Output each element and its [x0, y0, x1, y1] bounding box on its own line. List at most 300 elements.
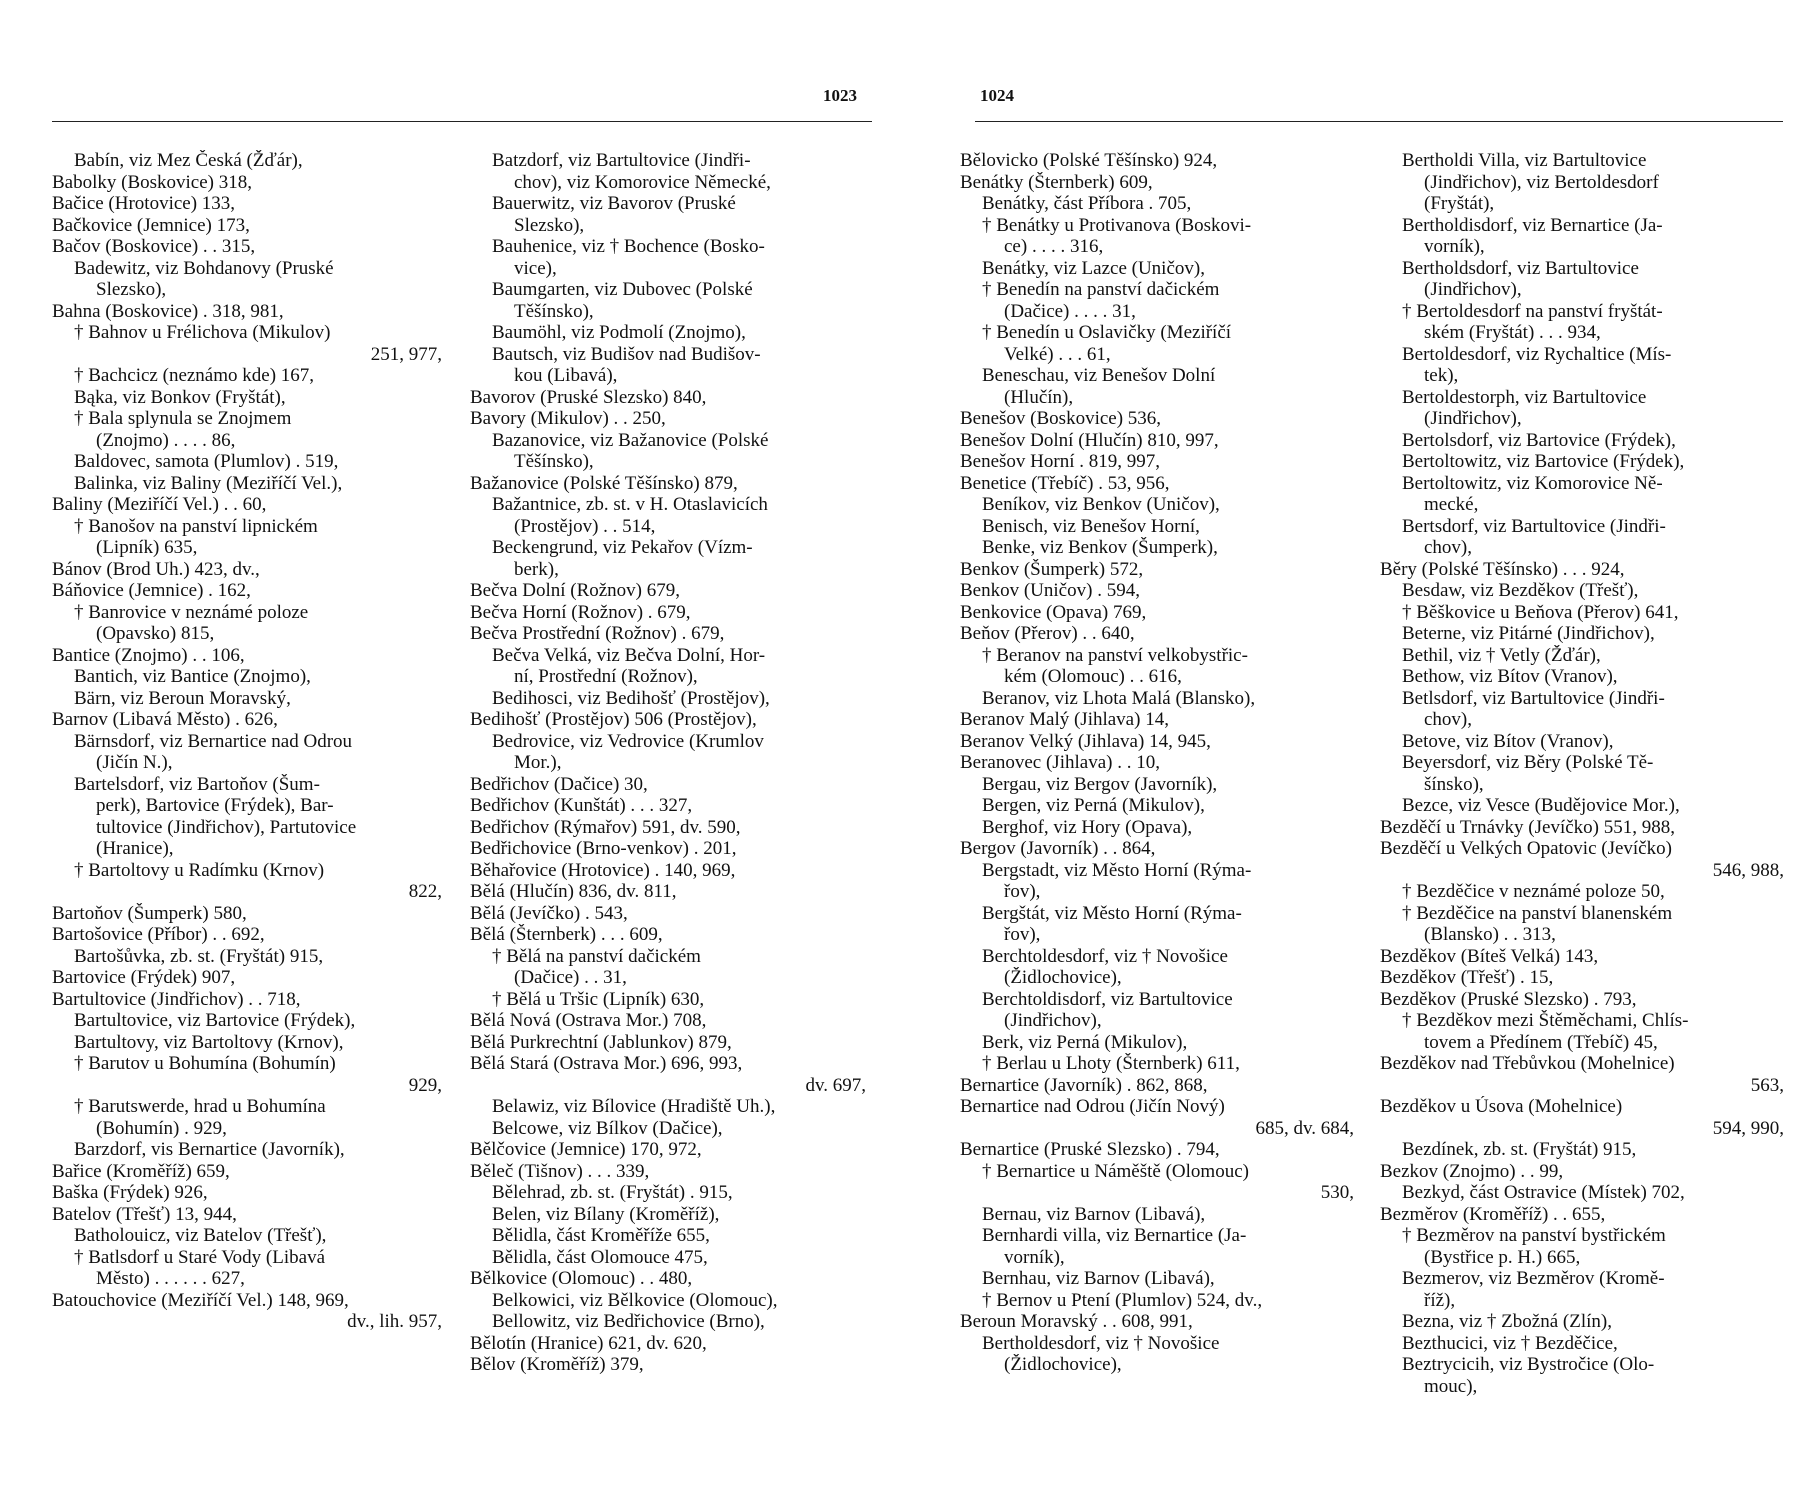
index-entry	[470, 838, 866, 860]
index-entry	[470, 1118, 866, 1140]
index-entry	[960, 1139, 1354, 1161]
index-entry-line: † Bezděčice na panství blanenském	[1402, 902, 1673, 924]
index-entry-line: Bělá Nová (Ostrava Mor.) 708,	[470, 1010, 707, 1031]
index-entry	[960, 215, 1354, 258]
index-entry-line: Balinka, viz Baliny (Meziříčí Vel.),	[74, 472, 343, 494]
index-entry-line: Bergstadt, viz Město Horní (Rýma-	[982, 859, 1252, 881]
index-entry	[52, 408, 442, 451]
index-entry	[960, 688, 1354, 710]
header-rule-left	[52, 121, 872, 122]
index-entry-line: Bečva Dolní (Rožnov) 679,	[470, 580, 681, 601]
page-number-left: 1023	[823, 86, 857, 105]
index-entry-line: Barzdorf, vis Bernartice (Javorník),	[74, 1139, 345, 1160]
index-entry-line: Benkov (Šumperk) 572,	[960, 558, 1144, 580]
index-entry-line: Bergau, viz Bergov (Javorník),	[982, 773, 1218, 795]
index-entry	[470, 1268, 866, 1290]
index-entry-line: (Fryštát),	[1424, 193, 1495, 214]
index-entry-line: Beníkov, viz Benkov (Uničov),	[982, 494, 1220, 515]
index-entry	[470, 473, 866, 495]
index-entry-line: Bernhardi villa, viz Bernartice (Ja-	[982, 1225, 1247, 1246]
index-entry	[960, 1161, 1354, 1204]
index-entry	[52, 1139, 442, 1161]
index-entry	[52, 903, 442, 925]
index-entry	[1380, 881, 1784, 903]
index-entry-line: (Lipník) 635,	[96, 537, 198, 558]
index-entry-line: 563,	[1750, 1074, 1784, 1096]
index-entry-line: Báňovice (Jemnice) . 162,	[52, 580, 251, 601]
left-page-column-1	[52, 150, 442, 1333]
index-entry-line: † Bělá na panství dačickém	[492, 945, 701, 967]
index-entry	[470, 580, 866, 602]
index-entry-line: Bělá (Jevíčko) . 543,	[470, 902, 628, 924]
index-entry	[52, 172, 442, 194]
index-entry-line: Beckengrund, viz Pekařov (Vízm-	[492, 537, 753, 558]
index-entry-line: Mor.),	[514, 752, 562, 773]
index-entry-line: Bąka, viz Bonkov (Fryštát),	[74, 386, 286, 408]
index-entry	[52, 1290, 442, 1333]
index-entry	[470, 1161, 866, 1183]
index-entry	[960, 473, 1354, 495]
index-entry	[52, 494, 442, 516]
index-entry-line: Bertholdesdorf, viz † Novošice	[982, 1332, 1220, 1354]
index-entry-line: Badewitz, viz Bohdanovy (Pruské	[74, 257, 334, 279]
index-entry	[52, 774, 442, 860]
index-entry-line: Bartelsdorf, viz Bartoňov (Šum-	[74, 773, 320, 795]
index-entry	[52, 516, 442, 559]
index-entry-line: † Bezděčice v neznámé poloze 50,	[1402, 881, 1665, 902]
index-entry-line: Benke, viz Benkov (Šumperk),	[982, 537, 1218, 558]
index-entry	[1380, 301, 1784, 344]
index-entry	[470, 1032, 866, 1054]
index-entry-line: mouc),	[1424, 1375, 1478, 1397]
index-entry	[470, 150, 866, 193]
index-entry-line: † Batlsdorf u Staré Vody (Libavá	[74, 1246, 326, 1268]
index-entry	[52, 236, 442, 258]
index-entry	[1380, 1053, 1784, 1096]
index-entry	[1380, 451, 1784, 473]
index-entry	[1380, 215, 1784, 258]
index-entry	[960, 1333, 1354, 1376]
index-entry-line: Bánov (Brod Uh.) 423, dv.,	[52, 558, 260, 580]
index-entry	[52, 709, 442, 731]
index-entry-line: Belawiz, viz Bílovice (Hradiště Uh.),	[492, 1096, 776, 1117]
index-entry	[470, 903, 866, 925]
index-entry	[470, 430, 866, 473]
index-entry-line: Bedihosci, viz Bedihošť (Prostějov),	[492, 687, 770, 709]
index-entry	[470, 494, 866, 537]
index-entry	[52, 1247, 442, 1290]
index-entry	[470, 774, 866, 796]
index-entry	[52, 387, 442, 409]
index-entry	[960, 860, 1354, 903]
index-entry	[52, 559, 442, 581]
index-entry	[470, 795, 866, 817]
index-entry-line: Bečva Horní (Rožnov) . 679,	[470, 601, 691, 623]
index-entry-line: Bedřichov (Kunštát) . . . 327,	[470, 795, 693, 816]
index-entry	[470, 1290, 866, 1312]
index-entry-line: Baliny (Meziříčí Vel.) . . 60,	[52, 494, 267, 515]
header-rule-right	[975, 121, 1783, 122]
index-entry	[960, 430, 1354, 452]
index-entry	[1380, 666, 1784, 688]
index-entry-line: Babín, viz Mez Česká (Žďár),	[74, 150, 303, 171]
index-entry-line: šínsko),	[1424, 773, 1484, 795]
index-entry-line: Benátky, viz Lazce (Uničov),	[982, 257, 1205, 279]
index-entry	[960, 946, 1354, 989]
index-entry	[470, 1182, 866, 1204]
index-entry-line: † Benátky u Protivanova (Boskovi-	[982, 214, 1252, 236]
index-entry	[960, 989, 1354, 1032]
index-entry	[470, 881, 866, 903]
index-entry-line: dv., lih. 957,	[347, 1311, 442, 1332]
index-entry-line: chov), viz Komorovice Německé,	[514, 171, 771, 193]
index-entry-line: Bezděkov (Bíteš Velká) 143,	[1380, 945, 1599, 967]
index-entry-line: Baška (Frýdek) 926,	[52, 1182, 208, 1203]
index-entry	[470, 344, 866, 387]
index-entry-line: Bělá Stará (Ostrava Mor.) 696, 993,	[470, 1053, 743, 1074]
index-entry-line: ce) . . . . 316,	[1004, 236, 1104, 257]
index-entry	[960, 645, 1354, 688]
index-entry	[470, 236, 866, 279]
index-entry-line: † Bělá u Tršic (Lipník) 630,	[492, 988, 705, 1010]
index-entry-line: Bezděkov (Třešť) . 15,	[1380, 967, 1554, 988]
index-entry-line: Belen, viz Bílany (Kroměříž),	[492, 1203, 720, 1225]
index-entry	[470, 645, 866, 688]
index-entry	[470, 924, 866, 946]
index-entry-line: vice),	[514, 257, 557, 279]
index-entry-line: Bernau, viz Barnov (Libavá),	[982, 1203, 1206, 1225]
index-entry	[960, 817, 1354, 839]
index-entry-line: řov),	[1004, 924, 1041, 945]
index-entry-line: (Blansko) . . 313,	[1424, 924, 1556, 945]
index-entry	[52, 193, 442, 215]
index-entry	[52, 1182, 442, 1204]
index-entry-line: Bavorov (Pruské Slezsko) 840,	[470, 386, 707, 408]
index-entry-line: Beranov Malý (Jihlava) 14,	[960, 709, 1169, 730]
index-entry	[960, 322, 1354, 365]
index-entry-line: Benátky, část Příbora . 705,	[982, 193, 1192, 214]
index-entry	[960, 903, 1354, 946]
index-entry-line: řov),	[1004, 881, 1041, 902]
index-entry-line: Benetice (Třebíč) . 53, 956,	[960, 472, 1170, 494]
index-entry-line: Bažanovice (Polské Těšínsko) 879,	[470, 472, 738, 494]
index-entry-line: Bertoltowitz, viz Komorovice Ně-	[1402, 472, 1663, 494]
index-entry-line: Město) . . . . . . 627,	[96, 1268, 245, 1289]
index-entry	[52, 1204, 442, 1226]
index-entry	[52, 258, 442, 301]
index-entry-line: Běleč (Tišnov) . . . 339,	[470, 1160, 650, 1182]
index-entry-line: Bergštát, viz Město Horní (Rýma-	[982, 902, 1242, 924]
index-entry-line: chov),	[1424, 709, 1473, 730]
index-entry-line: 530,	[1320, 1182, 1354, 1203]
index-entry	[470, 731, 866, 774]
index-entry	[470, 1204, 866, 1226]
index-entry-line: Berchtoldisdorf, viz Bartultovice	[982, 988, 1233, 1010]
index-entry-line: Bergov (Javorník) . . 864,	[960, 838, 1156, 859]
index-entry	[1380, 989, 1784, 1011]
index-entry-line: Bačice (Hrotovice) 133,	[52, 193, 236, 214]
index-entry-line: Bezthucici, viz † Bezděčice,	[1402, 1332, 1618, 1354]
index-entry-line: Bezděkov (Pruské Slezsko) . 793,	[1380, 988, 1637, 1010]
index-entry-line: Bělov (Kroměříž) 379,	[470, 1354, 644, 1375]
index-entry-line: (Židlochovice),	[1004, 1354, 1122, 1375]
left-page-column-2	[470, 150, 866, 1376]
index-entry-line: (Židlochovice),	[1004, 967, 1122, 988]
index-entry	[52, 924, 442, 946]
index-entry-line: Benkov (Uničov) . 594,	[960, 580, 1140, 601]
index-entry-line: tultovice (Jindřichov), Partutovice	[96, 816, 357, 838]
index-entry	[1380, 946, 1784, 968]
index-entry-line: (Jindřichov),	[1004, 1010, 1102, 1031]
index-entry-line: Berchtoldesdorf, viz † Novošice	[982, 945, 1228, 967]
index-entry	[960, 1053, 1354, 1075]
index-entry-line: Batelov (Třešť) 13, 944,	[52, 1203, 237, 1225]
index-entry-line: Beterne, viz Pitárné (Jindřichov),	[1402, 623, 1655, 644]
index-entry	[1380, 1161, 1784, 1183]
index-entry-line: Bezmerov, viz Bezměrov (Kromě-	[1402, 1268, 1665, 1289]
index-entry	[470, 1354, 866, 1376]
index-entry-line: Bautsch, viz Budišov nad Budišov-	[492, 343, 761, 365]
index-entry	[960, 838, 1354, 860]
index-entry	[52, 1053, 442, 1096]
index-entry-line: Bertholdisdorf, viz Bernartice (Ja-	[1402, 214, 1663, 236]
index-entry-line: Bezděčí u Trnávky (Jevíčko) 551, 988,	[1380, 816, 1675, 838]
right-page-column-1	[960, 150, 1354, 1376]
index-entry-line: Bělá (Hlučín) 836, dv. 811,	[470, 881, 677, 902]
index-entry-line: berk),	[514, 558, 559, 580]
index-entry-line: † Bertoldesdorf na panství fryštát-	[1402, 300, 1663, 322]
index-entry	[960, 1311, 1354, 1333]
index-entry	[1380, 731, 1784, 753]
index-entry	[1380, 838, 1784, 881]
index-entry	[470, 817, 866, 839]
index-entry-line: Bartovice (Frýdek) 907,	[52, 967, 236, 988]
index-entry-line: Bartultovice, viz Bartovice (Frýdek),	[74, 1010, 356, 1031]
index-entry-line: 594, 990,	[1712, 1117, 1784, 1139]
index-entry-line: Berk, viz Perná (Mikulov),	[982, 1031, 1188, 1053]
index-entry-line: Benkovice (Opava) 769,	[960, 601, 1147, 623]
index-entry-line: (Bystřice p. H.) 665,	[1424, 1246, 1581, 1268]
index-entry	[470, 989, 866, 1011]
index-entry-line: Bedihošť (Prostějov) 506 (Prostějov),	[470, 709, 757, 730]
index-entry-line: † Bernartice u Náměště (Olomouc)	[982, 1160, 1249, 1182]
index-entry-line: Bernhau, viz Barnov (Libavá),	[982, 1268, 1215, 1289]
index-entry-line: Barnov (Libavá Město) . 626,	[52, 709, 278, 730]
index-entry-line: † Bernov u Ptení (Plumlov) 524, dv.,	[982, 1289, 1263, 1311]
index-entry-line: Bělidla, část Olomouce 475,	[492, 1246, 708, 1268]
index-entry-line: † Banošov na panství lipnickém	[74, 515, 318, 537]
index-entry	[470, 946, 866, 989]
index-entry	[960, 709, 1354, 731]
index-entry-line: Bauerwitz, viz Bavorov (Pruské	[492, 193, 736, 214]
index-entry	[470, 387, 866, 409]
index-entry-line: † Bahnov u Frélichova (Mikulov)	[74, 322, 331, 343]
index-entry-line: Bezkov (Znojmo) . . 99,	[1380, 1160, 1564, 1182]
index-entry	[1380, 1268, 1784, 1311]
index-entry	[52, 580, 442, 602]
index-entry-line: Bělčovice (Jemnice) 170, 972,	[470, 1139, 702, 1160]
index-entry	[1380, 473, 1784, 516]
index-entry-line: Betlsdorf, viz Bartultovice (Jindři-	[1402, 687, 1665, 709]
index-entry-line: Baldovec, samota (Plumlov) . 519,	[74, 451, 339, 472]
index-entry	[960, 451, 1354, 473]
index-entry-line: Beneschau, viz Benešov Dolní	[982, 365, 1216, 386]
index-entry-line: Bedřichovice (Brno-venkov) . 201,	[470, 838, 737, 859]
index-entry	[1380, 1311, 1784, 1333]
index-entry-line: Bezměrov (Kroměříž) . . 655,	[1380, 1203, 1606, 1225]
index-entry-line: Beňov (Přerov) . . 640,	[960, 623, 1135, 644]
index-entry-line: vorník),	[1004, 1246, 1065, 1268]
index-entry	[1380, 516, 1784, 559]
index-entry	[960, 1032, 1354, 1054]
index-entry-line: Bezna, viz † Zbožná (Zlín),	[1402, 1311, 1612, 1332]
index-entry-line: (Jičín N.),	[96, 752, 173, 773]
index-entry	[1380, 258, 1784, 301]
index-entry	[470, 1139, 866, 1161]
index-entry-line: mecké,	[1424, 494, 1479, 515]
index-entry-line: Bedřichov (Dačice) 30,	[470, 773, 648, 795]
index-entry-line: 546, 988,	[1712, 859, 1784, 881]
index-entry-line: Bertoldesdorf, viz Rychaltice (Mís-	[1402, 343, 1672, 365]
index-entry	[470, 1333, 866, 1355]
index-entry-line: Betove, viz Bítov (Vranov),	[1402, 730, 1614, 752]
index-entry	[52, 688, 442, 710]
index-entry-line: † Bezděkov mezi Štěměchami, Chlís-	[1402, 1010, 1689, 1031]
index-entry-line: Bertholdsdorf, viz Bartultovice	[1402, 257, 1639, 279]
index-entry	[960, 752, 1354, 774]
index-entry-line: dv. 697,	[805, 1074, 866, 1096]
index-entry-line: Bertoltowitz, viz Bartovice (Frýdek),	[1402, 451, 1685, 472]
index-entry-line: Bartultovice (Jindřichov) . . 718,	[52, 988, 301, 1010]
index-entry-line: (Opavsko) 815,	[96, 623, 215, 644]
index-entry	[960, 494, 1354, 516]
index-entry	[1380, 1354, 1784, 1397]
index-entry-line: Bedřichov (Rýmařov) 591, dv. 590,	[470, 816, 741, 838]
index-entry-line: Beyersdorf, viz Běry (Polské Tě-	[1402, 752, 1654, 773]
index-entry-line: Těšínsko),	[514, 451, 594, 472]
index-entry-line: Bělovicko (Polské Těšínsko) 924,	[960, 150, 1218, 171]
index-entry-line: Bezděčí u Velkých Opatovic (Jevíčko)	[1380, 838, 1672, 859]
index-entry-line: † Beranov na panství velkobystřic-	[982, 644, 1248, 666]
index-entry	[470, 322, 866, 344]
index-entry	[960, 1075, 1354, 1097]
index-entry	[470, 602, 866, 624]
index-entry-line: Bartoňov (Šumperk) 580,	[52, 902, 247, 924]
index-entry-line: Bahna (Boskovice) . 318, 981,	[52, 300, 284, 322]
index-entry-line: Baumgarten, viz Dubovec (Polské	[492, 279, 753, 300]
index-entry-line: Bazanovice, viz Bažanovice (Polské	[492, 429, 769, 451]
index-entry-line: říž),	[1424, 1289, 1456, 1311]
index-entry	[52, 322, 442, 365]
index-entry	[960, 1096, 1354, 1139]
index-entry	[960, 279, 1354, 322]
index-entry	[52, 645, 442, 667]
index-entry-line: Batzdorf, viz Bartultovice (Jindři-	[492, 150, 751, 171]
index-entry-line: Bavory (Mikulov) . . 250,	[470, 408, 666, 429]
index-entry	[1380, 795, 1784, 817]
index-entry-line: Belcowe, viz Bílkov (Dačice),	[492, 1117, 723, 1139]
index-entry-line: Bernartice (Pruské Slezsko) . 794,	[960, 1139, 1220, 1160]
index-entry-line: † Běškovice u Beňova (Přerov) 641,	[1402, 601, 1679, 623]
index-entry	[52, 150, 442, 172]
index-entry	[52, 1032, 442, 1054]
index-entry	[52, 301, 442, 323]
index-entry-line: Bezdínek, zb. st. (Fryštát) 915,	[1402, 1139, 1637, 1160]
index-entry	[470, 860, 866, 882]
index-entry-line: Bertolsdorf, viz Bartovice (Frýdek),	[1402, 429, 1676, 451]
index-entry-line: Babolky (Boskovice) 318,	[52, 171, 253, 193]
index-entry-line: Bartošůvka, zb. st. (Fryštát) 915,	[74, 945, 324, 967]
index-entry-line: Velké) . . . 61,	[1004, 343, 1111, 365]
index-entry-line: chov),	[1424, 537, 1473, 558]
index-entry-line: Benešov Dolní (Hlučín) 810, 997,	[960, 429, 1219, 451]
index-entry-line: Bärnsdorf, viz Bernartice nad Odrou	[74, 730, 353, 752]
index-entry-line: Bělá (Šternberk) . . . 609,	[470, 924, 663, 945]
index-entry-line: Benešov (Boskovice) 536,	[960, 408, 1162, 429]
index-entry	[960, 623, 1354, 645]
index-entry-line: Bělidla, část Kroměříže 655,	[492, 1225, 710, 1246]
index-entry	[470, 279, 866, 322]
index-entry	[1380, 1182, 1784, 1204]
index-entry-line: (Dačice) . . 31,	[514, 967, 627, 988]
index-entry-line: Bečva Velká, viz Bečva Dolní, Hor-	[492, 644, 766, 666]
index-entry	[1380, 1204, 1784, 1226]
index-entry	[960, 408, 1354, 430]
index-entry-line: Bertholdi Villa, viz Bartultovice	[1402, 150, 1647, 171]
index-entry-line: Baumöhl, viz Podmolí (Znojmo),	[492, 322, 746, 343]
index-entry	[1380, 1225, 1784, 1268]
index-entry-line: (Jindřichov),	[1424, 408, 1522, 429]
index-entry-line: (Jindřichov), viz Bertoldesdorf	[1424, 171, 1659, 193]
index-entry	[1380, 387, 1784, 430]
index-entry	[52, 602, 442, 645]
index-entry-line: (Dačice) . . . . 31,	[1004, 300, 1136, 322]
index-entry	[960, 731, 1354, 753]
index-entry	[960, 1204, 1354, 1226]
index-entry	[470, 408, 866, 430]
index-entry	[960, 365, 1354, 408]
index-entry	[1380, 1096, 1784, 1139]
index-entry	[470, 1096, 866, 1118]
index-entry	[1380, 817, 1784, 839]
index-entry	[960, 774, 1354, 796]
index-entry-line: Bethow, viz Bítov (Vranov),	[1402, 666, 1618, 687]
index-entry-line: † Berlau u Lhoty (Šternberk) 611,	[982, 1053, 1240, 1074]
index-entry	[52, 967, 442, 989]
index-entry-line: Bařice (Kroměříž) 659,	[52, 1160, 230, 1182]
index-entry	[960, 1290, 1354, 1312]
index-entry-line: Beroun Moravský . . 608, 991,	[960, 1311, 1193, 1332]
index-entry	[470, 1010, 866, 1032]
index-entry-line: Bezce, viz Vesce (Budějovice Mor.),	[1402, 795, 1680, 816]
index-entry-line: Batholouicz, viz Batelov (Třešť),	[74, 1225, 327, 1246]
index-entry	[960, 537, 1354, 559]
index-entry-line: Besdaw, viz Bezděkov (Třešť),	[1402, 580, 1639, 601]
index-entry	[960, 193, 1354, 215]
index-entry-line: Beranovec (Jihlava) . . 10,	[960, 752, 1160, 773]
index-entry-line: † Benedín u Oslavičky (Meziříčí	[982, 322, 1232, 343]
index-entry-line: Bertoldestorph, viz Bartultovice	[1402, 386, 1647, 408]
index-entry-line: Těšínsko),	[514, 300, 594, 322]
index-entry	[1380, 602, 1784, 624]
index-entry-line: (Jindřichov),	[1424, 279, 1522, 300]
index-entry-line: kém (Olomouc) . . 616,	[1004, 666, 1182, 687]
index-entry	[470, 1247, 866, 1269]
index-entry	[470, 688, 866, 710]
index-entry-line: (Znojmo) . . . . 86,	[96, 429, 236, 451]
index-entry-line: Slezsko),	[96, 279, 167, 300]
index-entry-line: 929,	[408, 1074, 442, 1096]
